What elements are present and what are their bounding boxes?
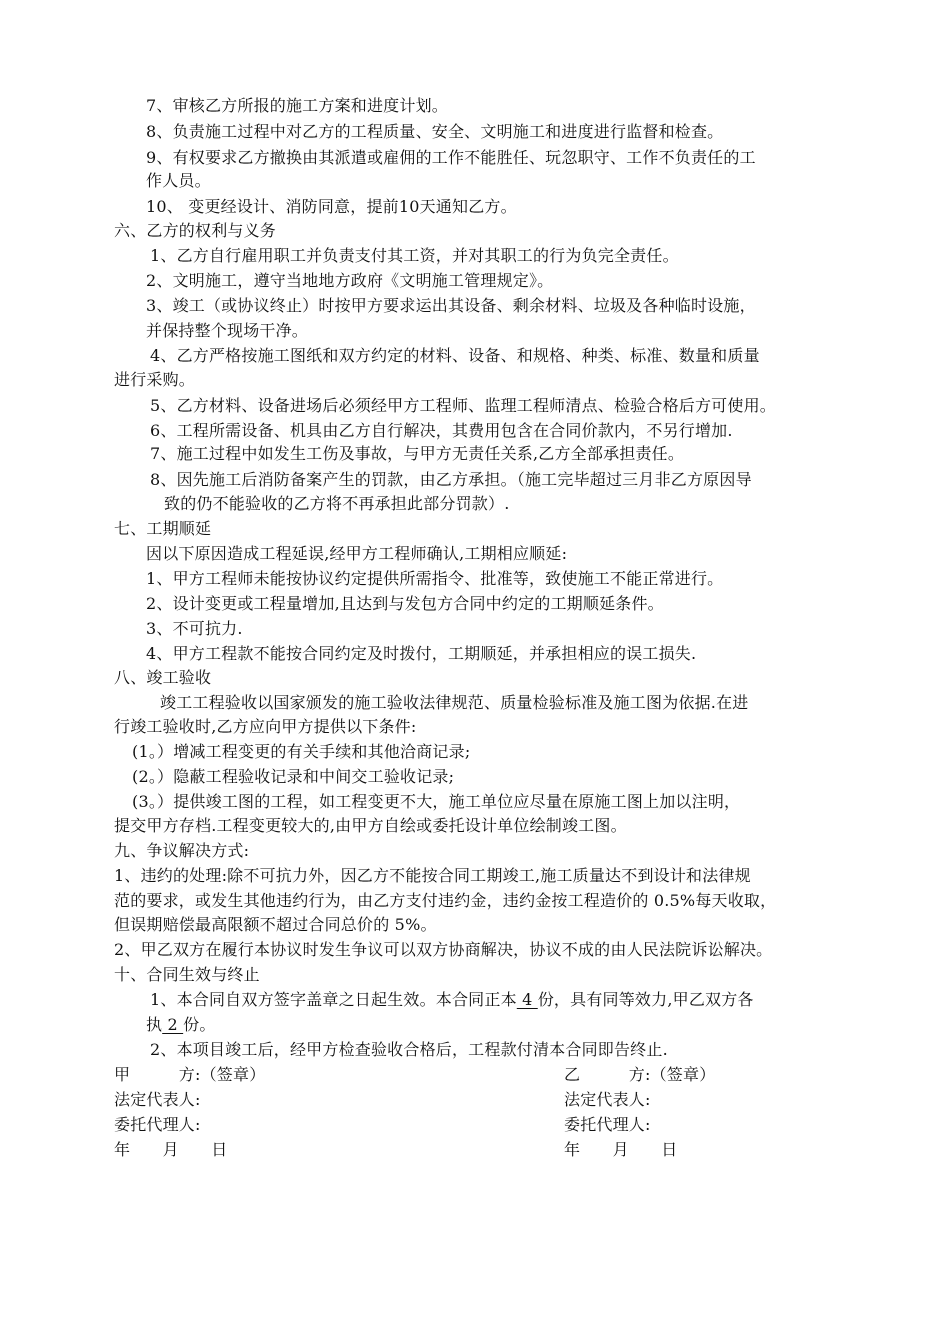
party-a-agent: 委托代理人: bbox=[114, 1115, 201, 1134]
line-33: 范的要求，或发生其他违约行为，由乙方支付违约金，违约金按工程造价的 0.5%每天收取， bbox=[114, 891, 777, 910]
clause-1-text-end: 份，具有同等效力,甲乙双方各 bbox=[537, 990, 754, 1009]
party-a-date: 年 月 日 bbox=[114, 1140, 228, 1159]
section-10-heading: 十、合同生效与终止 bbox=[114, 965, 260, 984]
original-copies-count: 4 bbox=[516, 990, 538, 1009]
section-6-heading: 六、乙方的权利与义务 bbox=[114, 221, 277, 240]
line-27: (1。）增减工程变更的有关手续和其他洽商记录; bbox=[132, 742, 471, 761]
line-21: 2、设计变更或工程量增加,且达到与发包方合同中约定的工期顺延条件。 bbox=[146, 594, 664, 613]
line-12: 进行采购。 bbox=[114, 370, 196, 389]
line-1: 7、审核乙方所报的施工方案和进度计划。 bbox=[146, 96, 448, 115]
line-19: 因以下原因造成工程延误,经甲方工程师确认,工期相应顺延: bbox=[146, 544, 568, 563]
clause-1-text: 1、本合同自双方签字盖章之日起生效。本合同正本 bbox=[150, 990, 517, 1009]
line-32: 1、违约的处理:除不可抗力外，因乙方不能按合同工期竣工,施工质量达不到设计和法律规 bbox=[114, 866, 751, 885]
clause-2: 2、本项目竣工后，经甲方检查验收合格后，工程款付清本合同即告终止. bbox=[150, 1040, 668, 1059]
party-b-signature: 乙 方:（签章） bbox=[564, 1065, 716, 1084]
line-29: (3。）提供竣工图的工程，如工程变更不大，施工单位应尽量在原施工图上加以注明， bbox=[132, 792, 741, 811]
section-8-heading: 八、竣工验收 bbox=[114, 668, 212, 687]
line-20: 1、甲方工程师未能按协议约定提供所需指令、批准等，致使施工不能正常进行。 bbox=[146, 569, 724, 588]
line-22: 3、不可抗力. bbox=[146, 619, 243, 638]
party-b-agent: 委托代理人: bbox=[564, 1115, 651, 1134]
line-23: 4、甲方工程款不能按合同约定及时拨付，工期顺延，并承担相应的误工损失. bbox=[146, 644, 697, 663]
line-16: 8、因先施工后消防备案产生的罚款，由乙方承担。（施工完毕超过三月非乙方原因导 bbox=[150, 470, 752, 489]
party-b-legal-rep: 法定代表人: bbox=[564, 1090, 651, 1109]
line-10: 并保持整个现场干净。 bbox=[146, 321, 309, 340]
line-13: 5、乙方材料、设备进场后必须经甲方工程师、监理工程师清点、检验合格后方可使用。 bbox=[150, 396, 776, 415]
line-26: 行竣工验收时,乙方应向甲方提供以下条件: bbox=[114, 717, 417, 736]
line-8: 2、文明施工，遵守当地地方政府《文明施工管理规定》。 bbox=[146, 271, 554, 290]
line-3: 9、有权要求乙方撤换由其派遣或雇佣的工作不能胜任、玩忽职守、工作不负责任的工 bbox=[146, 148, 756, 167]
clause-1b-text: 执 bbox=[146, 1015, 163, 1034]
line-2: 8、负责施工过程中对乙方的工程质量、安全、文明施工和进度进行监督和检查。 bbox=[146, 122, 724, 141]
line-9: 3、竣工（或协议终止）时按甲方要求运出其设备、剩余材料、垃圾及各种临时设施， bbox=[146, 296, 756, 315]
line-15: 7、施工过程中如发生工伤及事故，与甲方无责任关系,乙方全部承担责任。 bbox=[150, 444, 685, 463]
line-11: 4、乙方严格按施工图纸和双方约定的材料、设备、和规格、种类、标准、数量和质量 bbox=[150, 346, 760, 365]
line-28: (2。）隐蔽工程验收记录和中间交工验收记录; bbox=[132, 767, 455, 786]
section-9-heading: 九、争议解决方式: bbox=[114, 841, 250, 860]
line-25: 竣工工程验收以国家颁发的施工验收法律规范、质量检验标准及施工图为依据.在进 bbox=[160, 693, 749, 712]
line-34: 但误期赔偿最高限额不超过合同总价的 5%。 bbox=[114, 915, 437, 934]
line-5: 10、 变更经设计、消防同意，提前10天通知乙方。 bbox=[146, 197, 517, 216]
line-35: 2、甲乙双方在履行本协议时发生争议可以双方协商解决，协议不成的由人民法院诉讼解决。 bbox=[114, 940, 773, 959]
clause-1b-text-end: 份。 bbox=[183, 1015, 216, 1034]
party-b-date: 年 月 日 bbox=[564, 1140, 678, 1159]
clause-1-line-1 bbox=[150, 989, 754, 1011]
each-party-copies-count: 2 bbox=[162, 1015, 184, 1034]
line-30: 提交甲方存档.工程变更较大的,由甲方自绘或委托设计单位绘制竣工图。 bbox=[114, 816, 627, 835]
line-14: 6、工程所需设备、机具由乙方自行解决，其费用包含在合同价款内，不另行增加. bbox=[150, 421, 733, 440]
line-17: 致的仍不能验收的乙方将不再承担此部分罚款）. bbox=[164, 494, 510, 513]
section-7-heading: 七、工期顺延 bbox=[114, 519, 212, 538]
clause-1-line-2 bbox=[146, 1014, 216, 1036]
line-4: 作人员。 bbox=[146, 171, 211, 190]
party-a-signature: 甲 方:（签章） bbox=[114, 1065, 266, 1084]
party-a-legal-rep: 法定代表人: bbox=[114, 1090, 201, 1109]
line-7: 1、乙方自行雇用职工并负责支付其工资，并对其职工的行为负完全责任。 bbox=[150, 246, 679, 265]
